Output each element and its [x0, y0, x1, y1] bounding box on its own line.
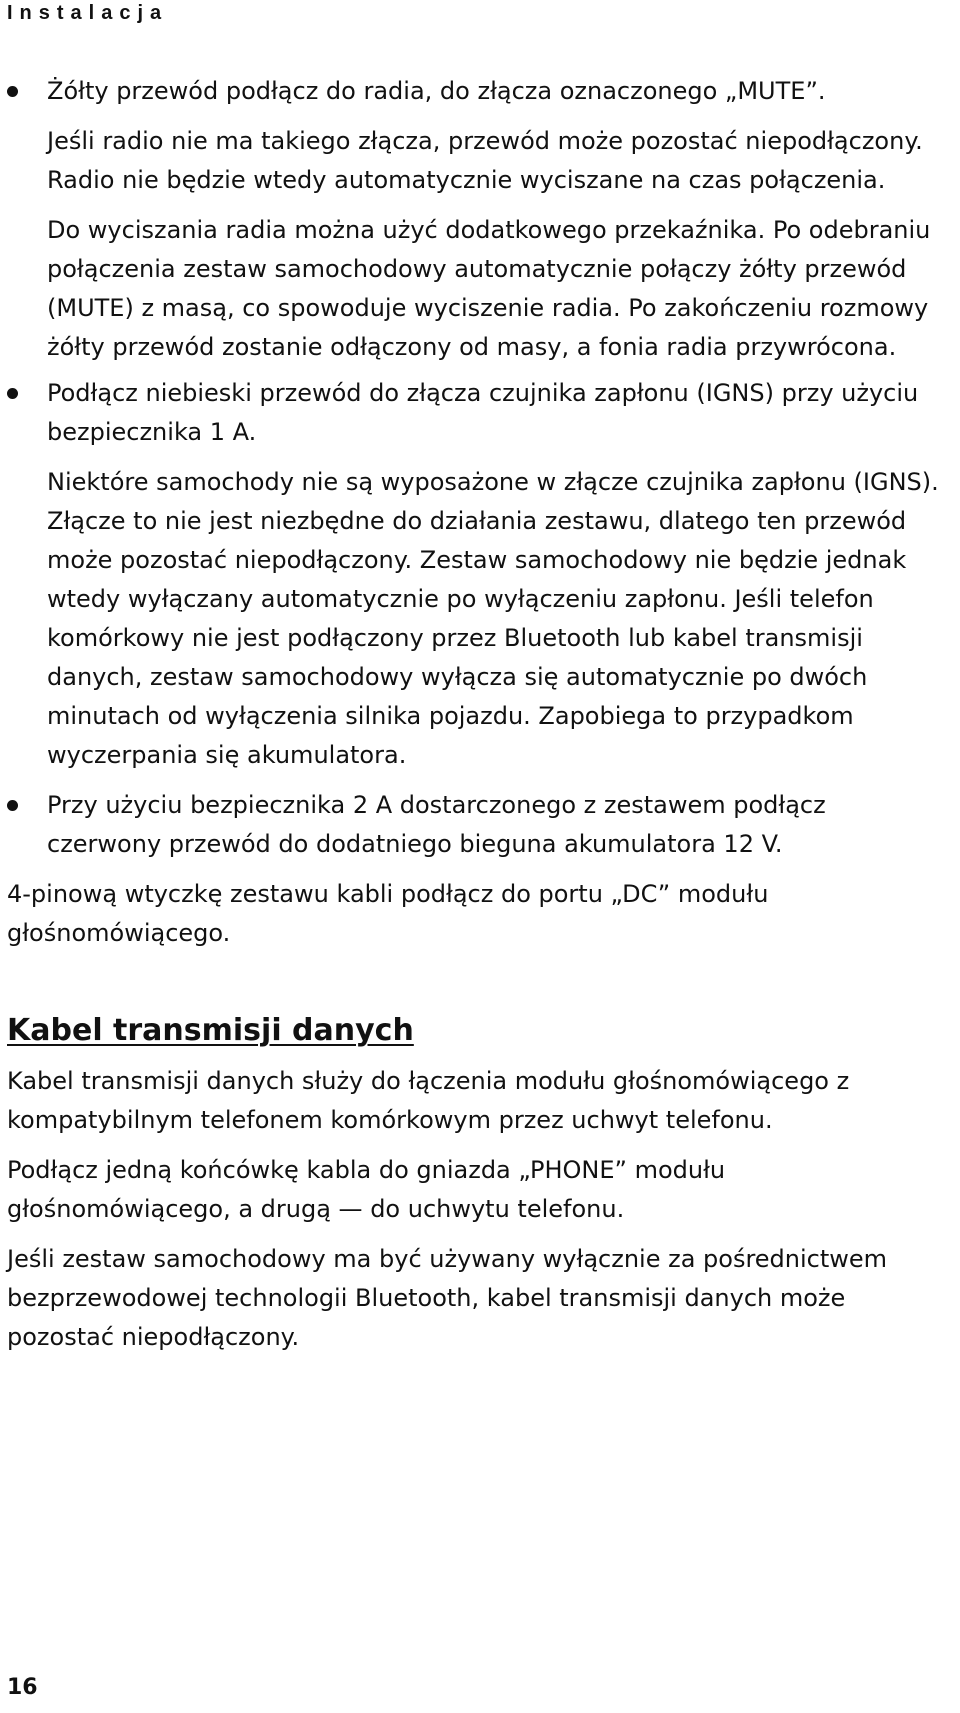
body-paragraph: Kabel transmisji danych służy do łączenia modułu głośnomówiącego z kompatybilnym telefonem komórkowym przez uchwyt telefonu.	[7, 1067, 850, 1134]
bullet-item-blue-wire	[7, 374, 947, 775]
bullet-paragraph: Do wyciszania radia można użyć dodatkowego przekaźnika. Po odebraniu połączenia zestaw samochodowy automatycznie połączy żółty przewód (MUTE) z masą, co spowoduje wyciszenie radia. Po zakończeniu rozmowy żółty przewód zostanie odłączony od masy, a fonia radia przywrócona.	[47, 216, 931, 361]
page-content	[7, 72, 947, 1357]
bullet-paragraph: Przy użyciu bezpiecznika 2 A dostarczonego z zestawem podłącz czerwony przewód do dodatniego bieguna akumulatora 12 V.	[47, 791, 826, 858]
bullet-icon	[7, 86, 18, 97]
bullet-icon	[7, 800, 18, 811]
page-number: 16	[7, 1675, 38, 1700]
body-paragraph: Podłącz jedną końcówkę kabla do gniazda „PHONE” modułu głośnomówiącego, a drugą — do uchwytu telefonu.	[7, 1156, 726, 1223]
bullet-item-yellow-wire	[7, 72, 947, 367]
running-header: Instalacja	[7, 2, 169, 24]
body-paragraph: Jeśli zestaw samochodowy ma być używany wyłącznie za pośrednictwem bezprzewodowej technologii Bluetooth, kabel transmisji danych może pozostać niepodłączony.	[7, 1245, 888, 1351]
bullet-paragraph: Podłącz niebieski przewód do złącza czujnika zapłonu (IGNS) przy użyciu bezpiecznika 1 A.	[47, 379, 919, 446]
body-paragraph: 4-pinową wtyczkę zestawu kabli podłącz do portu „DC” modułu głośnomówiącego.	[7, 880, 769, 947]
bullet-icon	[7, 388, 18, 399]
bullet-paragraph: Niektóre samochody nie są wyposażone w złącze czujnika zapłonu (IGNS). Złącze to nie jest niezbędne do działania zestawu, dlatego ten przewód może pozostać niepodłączony. Zestaw samochodowy nie będzie jednak wtedy wyłączany automatycznie po wyłączeniu zapłonu. Jeśli telefon komórkowy nie jest podłączony przez Bluetooth lub kabel transmisji danych, zestaw samochodowy wyłącza się automatycznie po dwóch minutach od wyłączenia silnika pojazdu. Zapobiega to przypadkom wyczerpania się akumulatora.	[47, 468, 939, 769]
bullet-paragraph: Żółty przewód podłącz do radia, do złącza oznaczonego „MUTE”.	[47, 77, 826, 105]
bullet-item-red-wire	[7, 786, 947, 864]
section-heading: Kabel transmisji danych	[7, 1013, 414, 1048]
bullet-paragraph: Jeśli radio nie ma takiego złącza, przewód może pozostać niepodłączony. Radio nie będzie wtedy automatycznie wyciszane na czas połączenia.	[47, 127, 923, 194]
